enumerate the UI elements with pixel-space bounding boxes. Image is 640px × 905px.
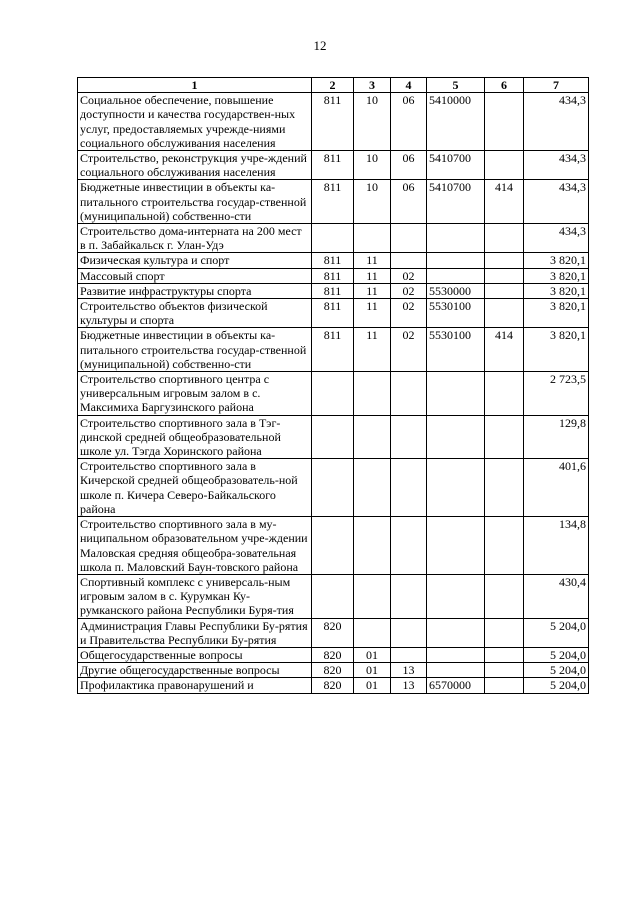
row-name-cell: Социальное обеспечение, повышение доступности и качества государствен-ных услуг, предоставляемых учрежде-ниями социального обслуживания населения xyxy=(78,93,312,151)
row-name-cell: Бюджетные инвестиции в объекты ка-питального строительства государ-ственной (муниципальной) собственно-сти xyxy=(78,328,312,372)
row-amount-cell: 134,8 xyxy=(524,517,589,575)
row-subsection-cell: 02 xyxy=(391,328,427,372)
row-section-cell xyxy=(354,574,391,618)
column-header: 6 xyxy=(485,78,524,93)
row-amount-cell: 3 820,1 xyxy=(524,299,589,328)
table-header-row xyxy=(78,78,589,93)
row-target-article-cell xyxy=(427,517,485,575)
row-expense-type-cell xyxy=(485,618,524,647)
row-name-cell: Бюджетные инвестиции в объекты ка-питального строительства государ-ственной (муниципальной) собственно-сти xyxy=(78,180,312,224)
row-section-cell: 10 xyxy=(354,93,391,151)
table-row xyxy=(78,253,589,268)
table-row xyxy=(78,328,589,372)
row-expense-type-cell xyxy=(485,283,524,298)
row-name-cell: Строительство, реконструкция учре-ждений социального обслуживания населения xyxy=(78,151,312,180)
table-row xyxy=(78,517,589,575)
row-grbs-cell: 811 xyxy=(312,93,354,151)
row-section-cell xyxy=(354,459,391,517)
row-subsection-cell: 02 xyxy=(391,283,427,298)
row-expense-type-cell xyxy=(485,415,524,459)
table-row xyxy=(78,180,589,224)
row-amount-cell: 3 820,1 xyxy=(524,328,589,372)
row-amount-cell: 5 204,0 xyxy=(524,663,589,678)
page-number: 12 xyxy=(313,38,327,53)
row-expense-type-cell xyxy=(485,93,524,151)
row-section-cell: 11 xyxy=(354,253,391,268)
row-section-cell: 11 xyxy=(354,268,391,283)
row-grbs-cell: 811 xyxy=(312,283,354,298)
row-grbs-cell xyxy=(312,372,354,416)
column-header: 4 xyxy=(391,78,427,93)
row-expense-type-cell xyxy=(485,647,524,662)
row-grbs-cell: 811 xyxy=(312,299,354,328)
row-amount-cell: 5 204,0 xyxy=(524,647,589,662)
row-target-article-cell: 5410000 xyxy=(427,93,485,151)
row-target-article-cell xyxy=(427,459,485,517)
row-amount-cell: 434,3 xyxy=(524,224,589,253)
row-amount-cell: 5 204,0 xyxy=(524,678,589,693)
row-expense-type-cell xyxy=(485,459,524,517)
row-name-cell: Физическая культура и спорт xyxy=(78,253,312,268)
row-name-cell: Строительство спортивного зала в му-ниципальном образовательном учре-ждении Маловская средняя общеобра-зовательная школа п. Маловский Баун-товского района xyxy=(78,517,312,575)
row-amount-cell: 129,8 xyxy=(524,415,589,459)
table-row xyxy=(78,283,589,298)
row-grbs-cell: 811 xyxy=(312,151,354,180)
table-row xyxy=(78,678,589,693)
row-section-cell xyxy=(354,618,391,647)
row-subsection-cell: 02 xyxy=(391,299,427,328)
row-target-article-cell: 6570000 xyxy=(427,678,485,693)
table-row xyxy=(78,415,589,459)
row-name-cell: Профилактика правонарушений и xyxy=(78,678,312,693)
row-section-cell: 01 xyxy=(354,647,391,662)
row-subsection-cell xyxy=(391,253,427,268)
row-target-article-cell xyxy=(427,618,485,647)
table-row xyxy=(78,372,589,416)
row-name-cell: Массовый спорт xyxy=(78,268,312,283)
row-expense-type-cell: 414 xyxy=(485,328,524,372)
row-grbs-cell: 811 xyxy=(312,180,354,224)
row-amount-cell: 5 204,0 xyxy=(524,618,589,647)
row-target-article-cell xyxy=(427,253,485,268)
row-expense-type-cell xyxy=(485,663,524,678)
row-section-cell: 11 xyxy=(354,328,391,372)
row-name-cell: Строительство спортивного зала в Тэг-динской средней общеобразовательной школе ул. Тэгда Хоринского района xyxy=(78,415,312,459)
row-subsection-cell xyxy=(391,574,427,618)
table-row xyxy=(78,151,589,180)
row-subsection-cell xyxy=(391,459,427,517)
budget-table xyxy=(77,77,589,694)
row-subsection-cell: 06 xyxy=(391,180,427,224)
row-target-article-cell: 5530100 xyxy=(427,299,485,328)
row-expense-type-cell xyxy=(485,268,524,283)
row-subsection-cell xyxy=(391,517,427,575)
row-name-cell: Спортивный комплекс с универсаль-ным игровым залом в с. Курумкан Ку-румканского района Республики Буря-тия xyxy=(78,574,312,618)
row-expense-type-cell: 414 xyxy=(485,180,524,224)
row-expense-type-cell xyxy=(485,574,524,618)
row-name-cell: Развитие инфраструктуры спорта xyxy=(78,283,312,298)
column-header: 3 xyxy=(354,78,391,93)
row-section-cell: 11 xyxy=(354,283,391,298)
row-grbs-cell xyxy=(312,574,354,618)
row-section-cell: 11 xyxy=(354,299,391,328)
row-section-cell: 01 xyxy=(354,663,391,678)
row-amount-cell: 3 820,1 xyxy=(524,253,589,268)
row-section-cell: 01 xyxy=(354,678,391,693)
row-grbs-cell xyxy=(312,459,354,517)
row-grbs-cell: 811 xyxy=(312,268,354,283)
row-amount-cell: 434,3 xyxy=(524,93,589,151)
table-row xyxy=(78,224,589,253)
table-row xyxy=(78,299,589,328)
table-row xyxy=(78,663,589,678)
row-grbs-cell: 820 xyxy=(312,618,354,647)
row-name-cell: Общегосударственные вопросы xyxy=(78,647,312,662)
row-name-cell: Другие общегосударственные вопросы xyxy=(78,663,312,678)
row-target-article-cell xyxy=(427,268,485,283)
row-subsection-cell: 02 xyxy=(391,268,427,283)
row-subsection-cell xyxy=(391,372,427,416)
row-subsection-cell: 06 xyxy=(391,93,427,151)
row-subsection-cell: 13 xyxy=(391,663,427,678)
row-grbs-cell xyxy=(312,517,354,575)
row-target-article-cell xyxy=(427,372,485,416)
row-section-cell xyxy=(354,517,391,575)
row-section-cell xyxy=(354,224,391,253)
row-expense-type-cell xyxy=(485,299,524,328)
row-subsection-cell: 06 xyxy=(391,151,427,180)
row-grbs-cell: 820 xyxy=(312,678,354,693)
row-target-article-cell xyxy=(427,574,485,618)
row-grbs-cell: 811 xyxy=(312,253,354,268)
row-amount-cell: 430,4 xyxy=(524,574,589,618)
row-amount-cell: 3 820,1 xyxy=(524,268,589,283)
row-section-cell: 10 xyxy=(354,151,391,180)
table-row xyxy=(78,618,589,647)
column-header: 1 xyxy=(78,78,312,93)
row-name-cell: Администрация Главы Республики Бу-рятия и Правительства Республики Бу-рятия xyxy=(78,618,312,647)
row-grbs-cell xyxy=(312,415,354,459)
row-target-article-cell xyxy=(427,415,485,459)
row-amount-cell: 401,6 xyxy=(524,459,589,517)
row-subsection-cell xyxy=(391,224,427,253)
row-target-article-cell: 5410700 xyxy=(427,180,485,224)
row-target-article-cell: 5530100 xyxy=(427,328,485,372)
row-name-cell: Строительство спортивного центра с универсальным игровым залом в с. Максимиха Баргузинского района xyxy=(78,372,312,416)
row-name-cell: Строительство объектов физической культуры и спорта xyxy=(78,299,312,328)
row-target-article-cell xyxy=(427,224,485,253)
row-subsection-cell xyxy=(391,647,427,662)
table-row xyxy=(78,93,589,151)
column-header: 2 xyxy=(312,78,354,93)
row-grbs-cell: 811 xyxy=(312,328,354,372)
row-expense-type-cell xyxy=(485,517,524,575)
row-expense-type-cell xyxy=(485,253,524,268)
row-name-cell: Строительство дома-интерната на 200 мест в п. Забайкальск г. Улан-Удэ xyxy=(78,224,312,253)
row-subsection-cell: 13 xyxy=(391,678,427,693)
table-row xyxy=(78,647,589,662)
row-expense-type-cell xyxy=(485,678,524,693)
row-subsection-cell xyxy=(391,415,427,459)
row-grbs-cell: 820 xyxy=(312,647,354,662)
row-amount-cell: 2 723,5 xyxy=(524,372,589,416)
table-row xyxy=(78,574,589,618)
row-expense-type-cell xyxy=(485,372,524,416)
row-name-cell: Строительство спортивного зала в Кичерской средней общеобразователь-ной школе п. Кичера Северо-Байкальского района xyxy=(78,459,312,517)
table-row xyxy=(78,268,589,283)
row-amount-cell: 434,3 xyxy=(524,151,589,180)
row-target-article-cell xyxy=(427,647,485,662)
row-section-cell: 10 xyxy=(354,180,391,224)
row-subsection-cell xyxy=(391,618,427,647)
column-header: 5 xyxy=(427,78,485,93)
row-target-article-cell: 5530000 xyxy=(427,283,485,298)
row-grbs-cell xyxy=(312,224,354,253)
row-grbs-cell: 820 xyxy=(312,663,354,678)
row-section-cell xyxy=(354,372,391,416)
table-body xyxy=(78,93,589,693)
row-expense-type-cell xyxy=(485,151,524,180)
row-expense-type-cell xyxy=(485,224,524,253)
row-target-article-cell xyxy=(427,663,485,678)
table-row xyxy=(78,459,589,517)
column-header: 7 xyxy=(524,78,589,93)
row-section-cell xyxy=(354,415,391,459)
row-target-article-cell: 5410700 xyxy=(427,151,485,180)
row-amount-cell: 3 820,1 xyxy=(524,283,589,298)
row-amount-cell: 434,3 xyxy=(524,180,589,224)
